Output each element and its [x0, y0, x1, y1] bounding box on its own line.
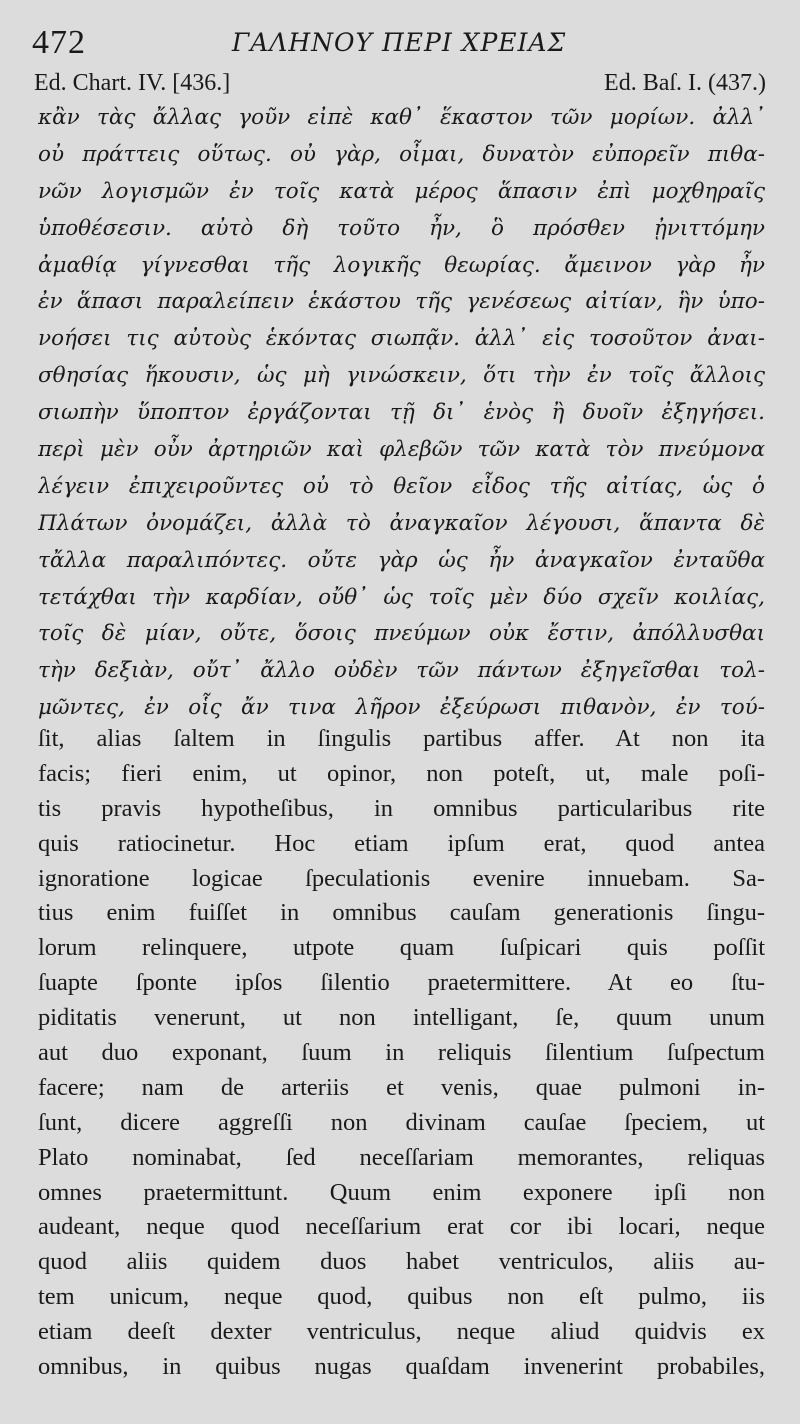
latin-text-line: ſuapte ſponte ipſos ſilentio praetermittere. At eo ſtu-	[38, 969, 765, 997]
greek-text-line: μῶντες, ἐν οἷς ἄν τινα λῆρον ἐξεύρωσι πιθανὸν, ἐν τού-	[38, 695, 765, 721]
latin-text-block	[38, 722, 765, 1385]
greek-text-line: λέγειν ἐπιχειροῦντες οὐ τὸ θεῖον εἶδος τῆς αἰτίας, ὡς ὁ	[38, 473, 765, 499]
latin-text-line: quis ratiocinetur. Hoc etiam ipſum erat, quod antea	[38, 829, 765, 857]
greek-text-line: κἂν τὰς ἄλλας γοῦν εἰπὲ καθ᾽ ἕκαστον τῶν μορίων. ἀλλ᾽	[38, 105, 765, 130]
greek-text-line: ἐν ἅπασι παραλείπειν ἑκάστου τῆς γενέσεως αἰτίαν, ἣν ὑπο-	[38, 289, 765, 315]
latin-text-line: Plato nominabat, ſed neceſſariam memorantes, reliquas	[38, 1143, 765, 1171]
latin-text-line: omnes praetermittunt. Quum enim exponere ipſi non	[38, 1178, 765, 1206]
latin-text-line: tius enim fuiſſet in omnibus cauſam generationis ſingu-	[38, 899, 765, 927]
latin-text-line: piditatis venerunt, ut non intelligant, ſe, quum unum	[38, 1004, 765, 1032]
greek-text-line: σιωπὴν ὕποπτον ἐργάζονται τῇ δι᾽ ἑνὸς ἢ δυοῖν ἐξηγήσει.	[38, 400, 765, 426]
greek-text-line: τἄλλα παραλιπόντες. οὔτε γὰρ ὡς ἦν ἀναγκαῖον ἐνταῦθα	[38, 547, 765, 573]
latin-text-line: facis; fieri enim, ut opinor, non poteſt, ut, male poſi-	[38, 759, 765, 787]
greek-text-line: Πλάτων ὀνομάζει, ἀλλὰ τὸ ἀναγκαῖον λέγουσι, ἅπαντα δὲ	[38, 510, 765, 536]
latin-text-line: audeant, neque quod neceſſarium erat cor ibi locari, neque	[38, 1213, 765, 1241]
greek-text-line: σθησίας ἥκουσιν, ὡς μὴ γινώσκειν, ὅτι τὴν ἐν τοῖς ἄλλοις	[38, 363, 765, 389]
greek-text-line: ὑποθέσεσιν. αὐτὸ δὴ τοῦτο ἦν, ὃ πρόσθεν ᾐνιττόμην	[38, 215, 765, 241]
latin-text-line: facere; nam de arteriis et venis, quae pulmoni in-	[38, 1073, 765, 1101]
latin-text-line: ſit, alias ſaltem in ſingulis partibus affer. At non ita	[38, 725, 765, 752]
latin-text-line: aut duo exponant, ſuum in reliquis ſilentium ſuſpectum	[38, 1039, 765, 1067]
page-header	[30, 18, 768, 60]
latin-text-line: quod aliis quidem duos habet ventriculos, aliis au-	[38, 1248, 765, 1276]
latin-text-line: omnibus, in quibus nugas quaſdam invenerint probabiles,	[38, 1353, 765, 1381]
latin-text-line: lorum relinquere, utpote quam ſuſpicari quis poſſit	[38, 934, 765, 962]
greek-text-line: τοῖς δὲ μίαν, οὔτε, ὅσοις πνεύμων οὐκ ἔστιν, ἀπόλλυσθαι	[38, 621, 765, 647]
latin-text-line: ſunt, dicere aggreſſi non divinam cauſae ſpeciem, ut	[38, 1108, 765, 1136]
greek-text-line: ἀμαθίᾳ γίγνεσθαι τῆς λογικῆς θεωρίας. ἄμεινον γὰρ ἦν	[38, 252, 765, 278]
edition-basel-reference: Ed. Baſ. I. (437.)	[604, 70, 766, 96]
latin-text-line: etiam deeſt dexter ventriculus, neque aliud quidvis ex	[38, 1318, 765, 1346]
greek-text-line: τὴν δεξιὰν, οὔτ᾽ ἄλλο οὐδὲν τῶν πάντων ἐξηγεῖσθαι τολ-	[38, 658, 765, 684]
greek-text-block	[38, 100, 765, 727]
greek-text-line: τετάχθαι τὴν καρδίαν, οὔθ᾽ ὡς τοῖς μὲν δύο σχεῖν κοιλίας,	[38, 584, 765, 610]
greek-text-line: νοήσει τις αὐτοὺς ἑκόντας σιωπᾷν. ἀλλ᾽ εἰς τοσοῦτον ἀναι-	[38, 326, 765, 352]
greek-text-line: νῶν λογισμῶν ἐν τοῖς κατὰ μέρος ἅπασιν ἐπὶ μοχθηραῖς	[38, 178, 765, 204]
greek-text-line: οὐ πράττεις οὕτως. οὐ γὰρ, οἶμαι, δυνατὸν εὐπορεῖν πιθα-	[38, 141, 765, 167]
page-number: 472	[32, 24, 86, 61]
running-title: ΓΑΛΗΝΟΥ ΠΕΡΙ ΧΡΕΙΑΣ	[231, 28, 567, 57]
latin-text-line: tem unicum, neque quod, quibus non eſt pulmo, iis	[38, 1283, 765, 1311]
latin-text-line: tis pravis hypotheſibus, in omnibus particularibus rite	[38, 794, 765, 822]
edition-chartier-reference: Ed. Chart. IV. [436.]	[34, 70, 231, 96]
greek-text-line: περὶ μὲν οὖν ἀρτηριῶν καὶ φλεβῶν τῶν κατὰ τὸν πνεύμονα	[38, 437, 765, 463]
edition-references	[34, 70, 766, 100]
latin-text-line: ignoratione logicae ſpeculationis evenire innuebam. Sa-	[38, 864, 765, 892]
